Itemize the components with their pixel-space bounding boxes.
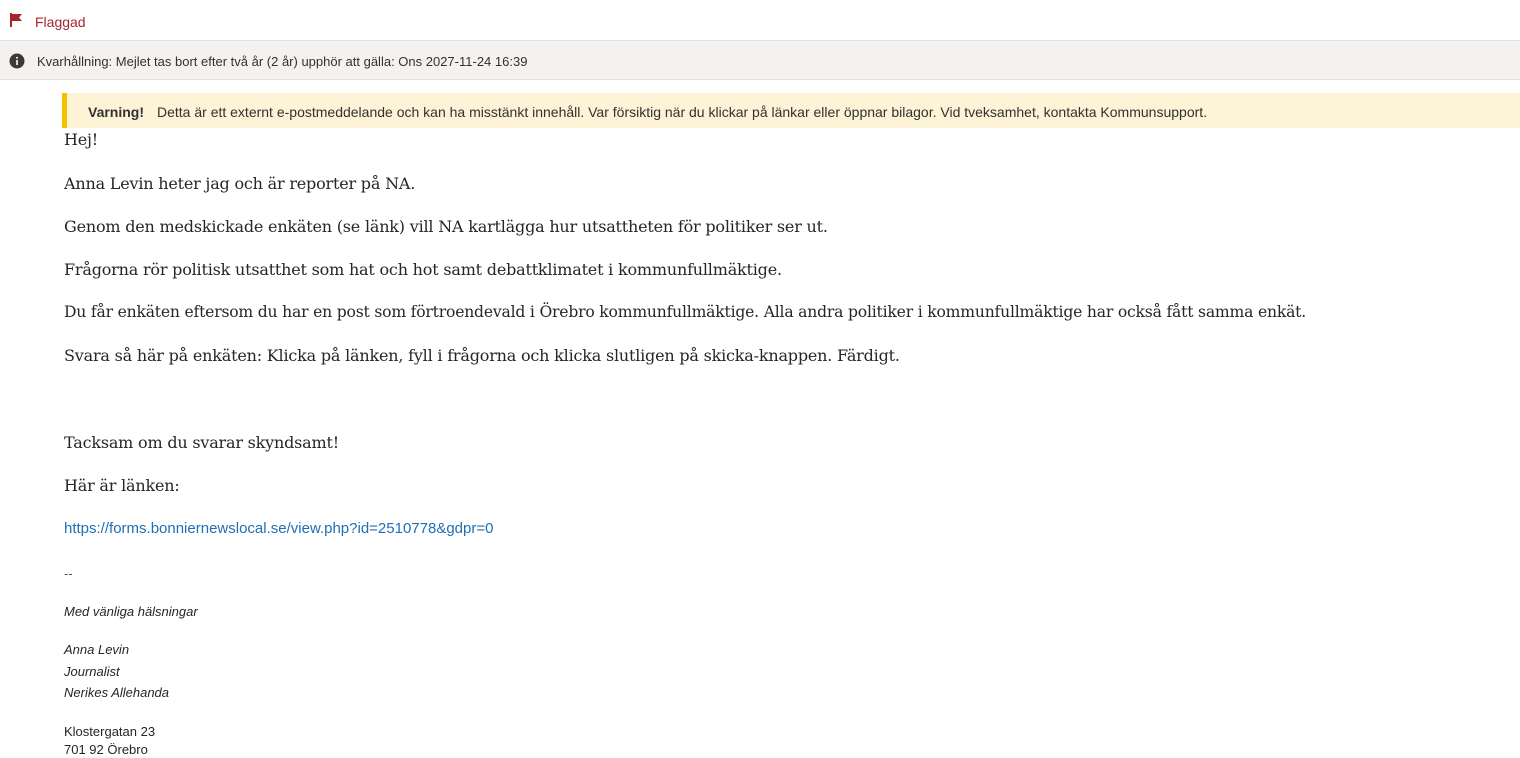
flag-status-bar[interactable] — [0, 0, 1520, 41]
retention-text: Kvarhållning: Mejlet tas bort efter två år (2 år) upphör att gälla: Ons 2027-11-24 16:39 — [37, 54, 528, 69]
survey-link[interactable]: https://forms.bonniernewslocal.se/view.php?id=2510778&gdpr=0 — [64, 520, 494, 537]
body-paragraph: Du får enkäten eftersom du har en post som förtroendevald i Örebro kommunfullmäktige. Alla andra politiker i kommunfullmäktige har också fått samma enkät. — [64, 303, 1306, 321]
body-paragraph: Frågorna rör politisk utsatthet som hat och hot samt debattklimatet i kommunfullmäktige. — [64, 260, 782, 279]
signature-street: Klostergatan 23 — [64, 724, 156, 739]
retention-policy-bar — [0, 41, 1520, 80]
signature-separator: -- — [64, 566, 73, 581]
body-paragraph: Tacksam om du svarar skyndsamt! — [64, 433, 339, 452]
warning-text: Detta är ett externt e-postmeddelande och kan ha misstänkt innehåll. Var försiktig när du klickar på länkar eller öppnar bilagor. Vid tveksamhet, kontakta Kommunsupport. — [157, 104, 1208, 120]
signature-name: Anna Levin — [64, 642, 130, 657]
warning-title: Varning! — [88, 104, 145, 120]
flag-icon — [8, 12, 24, 28]
signature-city: 701 92 Örebro — [64, 742, 148, 757]
signature-closing: Med vänliga hälsningar — [64, 604, 198, 619]
body-paragraph: Här är länken: — [64, 476, 180, 495]
body-paragraph: Genom den medskickade enkäten (se länk) vill NA kartlägga hur utsattheten för politiker ser ut. — [64, 217, 828, 236]
greeting: Hej! — [64, 130, 99, 149]
signature-organization: Nerikes Allehanda — [64, 685, 170, 700]
external-warning-banner — [62, 93, 1520, 128]
info-icon — [9, 53, 25, 69]
signature-title: Journalist — [64, 664, 120, 679]
body-paragraph: Svara så här på enkäten: Klicka på länken, fyll i frågorna och klicka slutligen på skicka-knappen. Färdigt. — [64, 346, 900, 365]
flag-label: Flaggad — [35, 14, 86, 30]
body-paragraph: Anna Levin heter jag och är reporter på NA. — [64, 174, 416, 193]
